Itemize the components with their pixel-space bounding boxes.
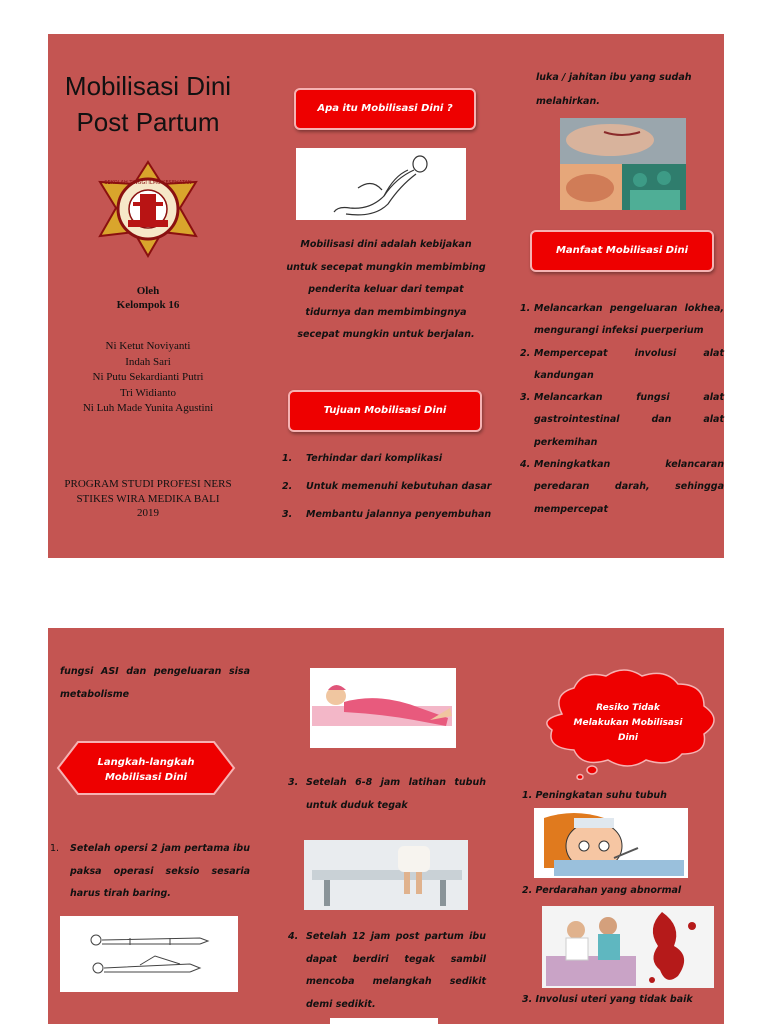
resiko-item-2: 2. Perdarahan yang abnormal [522, 885, 682, 896]
resiko-item-1: 1. Peningkatan suhu tubuh [522, 790, 667, 801]
list-item: 3. Melancarkan fungsi alat gastrointestinal dan alat perkemihan [520, 392, 724, 448]
step-4: 4. Setelah 12 jam post partum ibu dapat berdiri tegak sambil mencoba melangkah sedikit demi sedikit. [288, 931, 486, 1010]
school-name: STIKES WIRA MEDIKA BALI [76, 492, 220, 505]
lying-figures-illustration [60, 916, 238, 992]
definition-text: Mobilisasi dini adalah kebijakan untuk secepat mungkin membimbing penderita keluar dari tempat tidurnya dan membimbingnya secepat mungkin untuk berjalan. [286, 239, 486, 340]
bed-sitting-icon [304, 840, 468, 910]
sitting-bed-photo [304, 840, 468, 910]
list-item: 2. Mempercepat involusi alat kandungan [520, 347, 724, 381]
member-list [48, 339, 248, 417]
bleeding-scene-icon [542, 906, 714, 988]
asi-text: fungsi ASI dan pengeluaran sisa metabolisme [60, 666, 250, 700]
lying-exercise-icon [296, 148, 466, 220]
tujuan-heading: Tujuan Mobilisasi Dini [288, 390, 482, 432]
member-name: Ni Luh Made Yunita Agustini [82, 402, 214, 414]
title-line-2: Post Partum [76, 107, 220, 137]
sick-child-icon [534, 808, 688, 878]
wound-photo-collage [560, 118, 686, 210]
resiko-title-3: Dini [617, 733, 639, 743]
brochure-back-panel [48, 628, 724, 1024]
member-name: Tri Widianto [119, 386, 177, 399]
logo-text: SEKOLAH TINGGI ILMU KESEHATAN [104, 180, 192, 186]
kelompok-label: Kelompok 16 [116, 299, 180, 311]
wound-text: luka / jahitan ibu yang sudah melahirkan. [536, 72, 692, 107]
exercise-illustration [296, 148, 466, 220]
fever-illustration [534, 808, 688, 878]
brochure-front-panel [48, 34, 724, 558]
member-name: Ni Putu Sekardianti Putri [92, 371, 204, 383]
step-3: 3. Setelah 6-8 jam latihan tubuh untuk duduk tegak [288, 777, 486, 811]
manfaat-list [520, 298, 724, 521]
program-info [48, 477, 248, 521]
wound-photo [560, 118, 686, 210]
langkah-title-1: Langkah-langkah [97, 757, 195, 768]
resiko-thought-cloud [532, 664, 728, 780]
bleeding-photo [542, 906, 714, 988]
member-name: Ni Ketut Noviyanti [105, 340, 191, 352]
lying-pink-illustration [310, 668, 456, 748]
tujuan-list [282, 448, 492, 532]
lying-figure-icon [60, 916, 238, 992]
langkah-title-2: Mobilisasi Dini [104, 772, 188, 783]
list-item: 3. Membantu jalannya penyembuhan [282, 509, 492, 520]
institution-logo [92, 160, 204, 258]
apa-itu-heading: Apa itu Mobilisasi Dini ? [294, 88, 476, 130]
list-item: 1. Melancarkan pengeluaran lokhea, mengurangi infeksi puerperium [520, 303, 724, 337]
step-1: 1. Setelah opersi 2 jam pertama ibu paksa operasi seksio sesaria harus tirah baring. [50, 843, 250, 899]
oleh-label: Oleh [136, 285, 160, 297]
list-item: 1. Terhindar dari komplikasi [282, 453, 443, 464]
title-line-1: Mobilisasi Dini [64, 71, 232, 101]
resiko-title-1: Resiko Tidak [596, 703, 660, 713]
member-name: Indah Sari [125, 355, 171, 368]
standing-illustration-partial [330, 1018, 438, 1024]
list-item: 2. Untuk memenuhi kebutuhan dasar [282, 481, 492, 492]
resiko-title-2: Melakukan Mobilisasi [573, 718, 683, 728]
brochure-title [48, 68, 248, 140]
program-name: PROGRAM STUDI PROFESI NERS [64, 478, 232, 490]
lying-woman-icon [310, 668, 456, 748]
year: 2019 [137, 507, 159, 519]
list-item: 4. Meningkatkan kelancaran peredaran darah, sehingga mempercepat [520, 459, 724, 515]
manfaat-heading: Manfaat Mobilisasi Dini [530, 230, 714, 272]
author-group [48, 284, 248, 312]
resiko-item-3: 3. Involusi uteri yang tidak baik [522, 994, 693, 1005]
langkah-banner [56, 740, 236, 796]
